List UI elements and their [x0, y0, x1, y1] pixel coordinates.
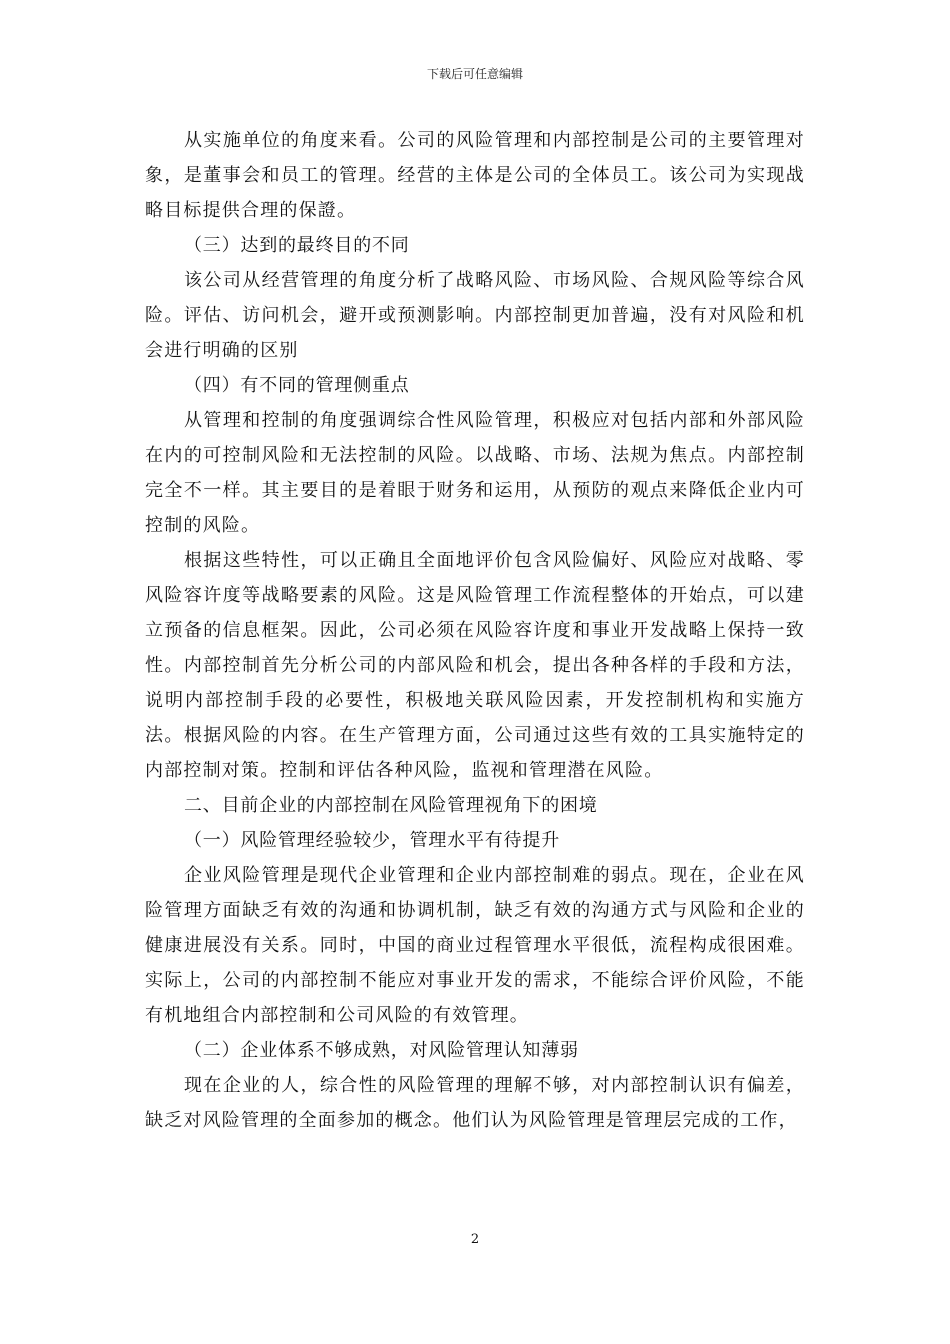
paragraph-final-goal: 该公司从经营管理的角度分析了战略风险、市场风险、合规风险等综合风险。评估、访问机会，避开或预测影响。内部控制更加普遍，没有对风险和机会进行明确的区别 — [145, 270, 805, 361]
page-number: 2 — [470, 1232, 480, 1247]
paragraph-experience: 企业风险管理是现代企业管理和企业内部控制难的弱点。现在，企业在风险管理方面缺乏有效的沟通和协调机制，缺乏有效的沟通方式与风险和企业的健康进展没有关系。同时，中国的商业过程管理水平很低，流程构成很困难。实际上，公司的内部控制不能应对事业开发的需求，不能综合评价风险，不能有机地组合内部控制和公司风险的有效管理。 — [145, 865, 805, 1026]
subsection-heading-experience: （一）风险管理经验较少，管理水平有待提升 — [184, 830, 560, 851]
section-heading-final-goal: （三）达到的最终目的不同 — [184, 235, 410, 256]
paragraph-characteristics: 根据这些特性，可以正确且全面地评价包含风险偏好、风险应对战略、零风险容许度等战略要素的风险。这是风险管理工作流程整体的开始点，可以建立预备的信息框架。因此，公司必须在风险容许度和事业开发战略上保持一致性。内部控制首先分析公司的内部风险和机会，提出各种各样的手段和方法，说明内部控制手段的必要性，积极地关联风险因素，开发控制机构和实施方法。根据风险的内容。在生产管理方面，公司通过这些有效的工具实施特定的内部控制对策。控制和评估各种风险，监视和管理潜在风险。 — [145, 550, 805, 781]
section-heading-current-dilemma: 二、目前企业的内部控制在风险管理视角下的困境 — [184, 795, 598, 816]
page-header: 下载后可任意编辑 — [426, 67, 523, 81]
paragraph-management-focus: 从管理和控制的角度强调综合性风险管理，积极应对包括内部和外部风险在内的可控制风险和无法控制的风险。以战略、市场、法规为焦点。内部控制完全不一样。其主要目的是着眼于财务和运用，从预防的观点来降低企业内可控制的风险。 — [145, 410, 805, 536]
paragraph-system-maturity: 现在企业的人，综合性的风险管理的理解不够，对内部控制认识有偏差，缺乏对风险管理的全面参加的概念。他们认为风险管理是管理层完成的工作， — [145, 1075, 805, 1131]
document-body — [145, 123, 805, 1138]
section-heading-management-focus: （四）有不同的管理侧重点 — [184, 375, 410, 396]
paragraph-implementation-unit: 从实施单位的角度来看。公司的风险管理和内部控制是公司的主要管理对象，是董事会和员工的管理。经营的主体是公司的全体员工。该公司为实现战略目标提供合理的保證。 — [145, 130, 805, 221]
subsection-heading-system-maturity: （二）企业体系不够成熟，对风险管理认知薄弱 — [184, 1040, 579, 1061]
